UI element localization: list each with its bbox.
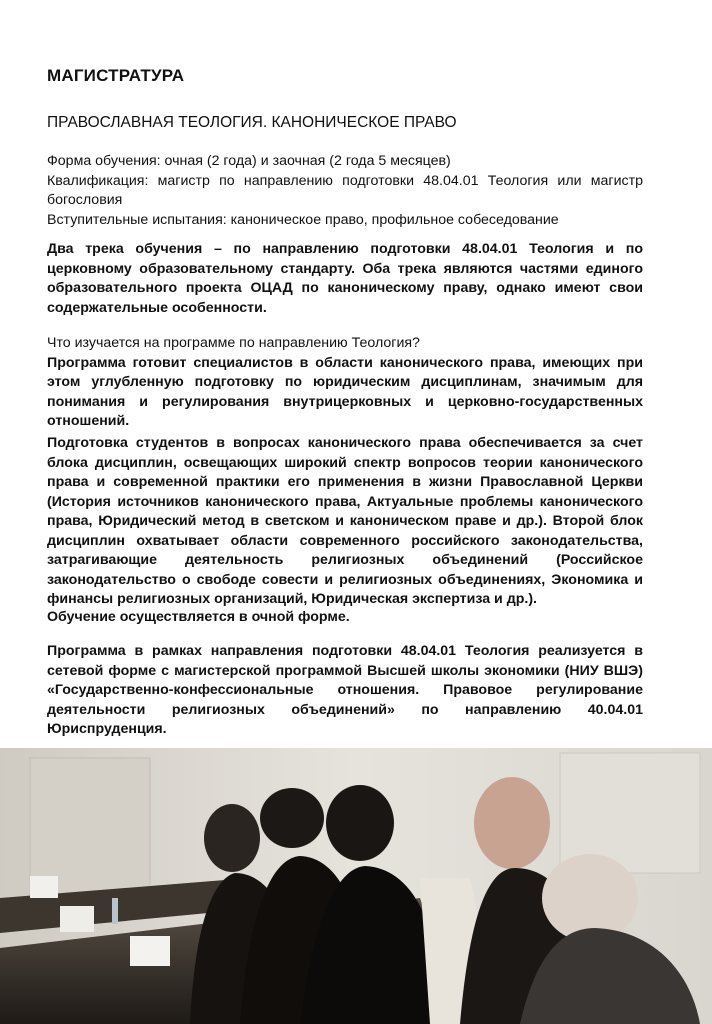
conference-photo xyxy=(0,748,712,1024)
photo-person xyxy=(260,788,324,848)
photo-person xyxy=(326,785,394,861)
photo-nameplate xyxy=(60,906,94,932)
photo-bottle xyxy=(112,898,118,924)
photo-nameplate xyxy=(30,876,58,898)
program-facts xyxy=(47,152,643,230)
theology-block xyxy=(47,334,643,432)
photo-person xyxy=(474,777,550,869)
conference-photo-illustration xyxy=(0,748,712,1024)
study-form-paragraph: Обучение осуществляется в очной форме. xyxy=(47,609,350,625)
qualification-line: Квалификация: магистр по направлению подготовки 48.04.01 Теология или магистр богословия xyxy=(47,172,643,208)
section-heading: МАГИСТРАТУРА xyxy=(47,66,185,85)
disciplines-paragraph: Подготовка студентов в вопросах канонического права обеспечивается за счет блока дисциплин, освещающих широкий спектр вопросов теории канонического права и современной практики его применения в жизни Православной Церкви (История источников канонического права, Актуальные проблемы канонического права, Юридический метод в светском и каноническом праве и др.). Второй блок дисциплин охватывает области современного российского законодательства, затрагивающие деятельность религиозных объединений (Российское законодательство о свободе совести и религиозных объединениях, Экономика и финансы религиозных организаций, Юридическая экспертиза и др.). xyxy=(47,435,643,607)
photo-nameplate xyxy=(130,936,170,966)
entrance-exams-line: Вступительные испытания: каноническое право, профильное собеседование xyxy=(47,211,559,228)
study-form-line: Форма обучения: очная (2 года) и заочная (2 года 5 месяцев) xyxy=(47,153,451,169)
tracks-paragraph: Два трека обучения – по направлению подготовки 48.04.01 Теология и по церковному образовательному стандарту. Оба трека являются частями единого образовательного проекта ОЦАД по каноническому праву, однако имеют свои содержательные особенности. xyxy=(47,241,643,316)
program-title: ПРАВОСЛАВНАЯ ТЕОЛОГИЯ. КАНОНИЧЕСКОЕ ПРАВО xyxy=(47,114,457,131)
photo-person xyxy=(204,804,260,872)
answer-paragraph: Программа готовит специалистов в области канонического права, имеющих при этом углубленную подготовку по юридическим дисциплинам, значимым для понимания и регулирования внутрицерковных и церковно-государственных отношений. xyxy=(47,354,643,429)
question-heading: Что изучается на программе по направлению Теология? xyxy=(47,335,420,351)
network-paragraph: Программа в рамках направления подготовки 48.04.01 Теология реализуется в сетевой форме с магистерской программой Высшей школы экономики (НИУ ВШЭ) «Государственно-конфессиональные отношения. Правовое регулирование деятельности религиозных объединений» по направлению 40.04.01 Юриспруденция. xyxy=(47,643,643,737)
